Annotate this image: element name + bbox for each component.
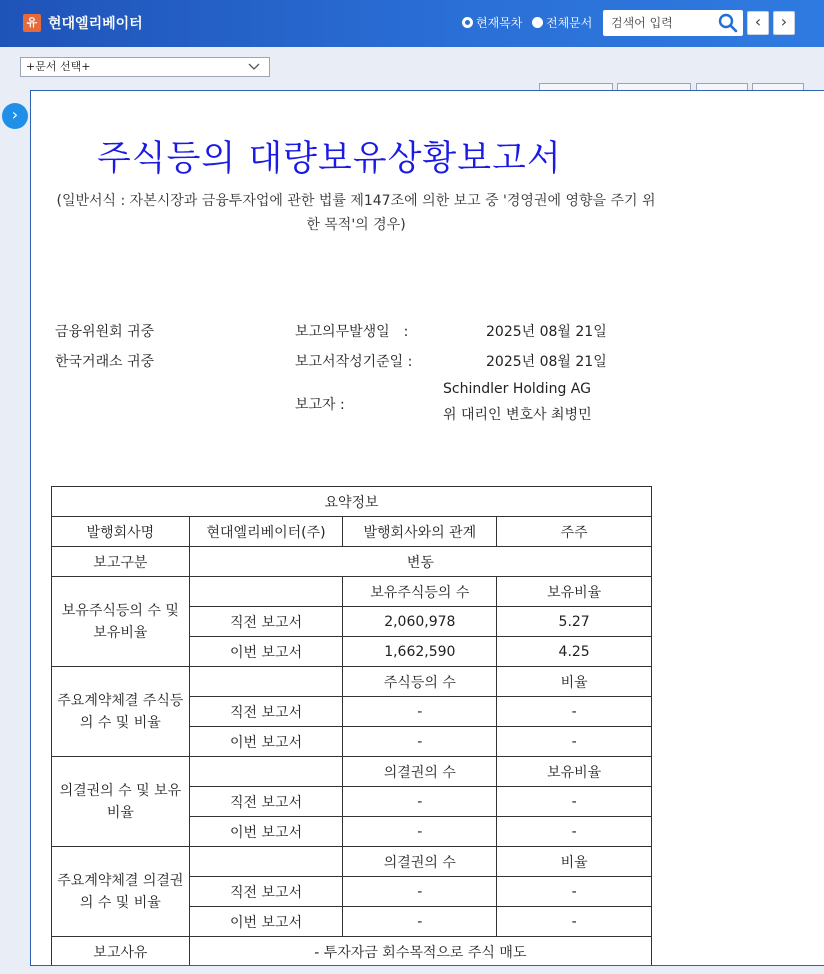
report-type-value: 변동 <box>189 547 651 577</box>
prev-report-label: 직전 보고서 <box>189 787 343 817</box>
table-row <box>52 847 652 877</box>
toc-current-label: 현재목차 <box>476 16 523 30</box>
table-row <box>52 487 652 517</box>
summary-heading: 요약정보 <box>52 487 652 517</box>
col-header: 비율 <box>497 847 652 877</box>
table-row <box>52 517 652 547</box>
issuer-label: 발행회사명 <box>52 517 190 547</box>
company-logo-icon: 유 <box>23 14 41 32</box>
company-name[interactable]: 현대엘리베이터 <box>48 16 143 32</box>
reporter-label: 보고자 : <box>295 397 345 413</box>
recipient-fsc: 금융위원회 귀중 <box>55 324 155 340</box>
section-head: 보유주식등의 수 및 보유비율 <box>52 577 190 667</box>
search-icon[interactable] <box>718 13 738 33</box>
search-box <box>603 10 743 36</box>
col-header: 의결권의 수 <box>343 757 497 787</box>
prev-report-label: 직전 보고서 <box>189 607 343 637</box>
col-header: 보유주식등의 수 <box>343 577 497 607</box>
obligation-date-value: 2025년 08월 21일 <box>486 324 607 340</box>
table-cell: - <box>343 727 497 757</box>
table-cell <box>189 577 343 607</box>
table-row <box>52 667 652 697</box>
table-cell: - <box>497 907 652 937</box>
table-row <box>52 577 652 607</box>
table-cell: - <box>497 697 652 727</box>
table-cell <box>189 757 343 787</box>
issuer-value: 현대엘리베이터(주) <box>189 517 343 547</box>
table-cell <box>189 847 343 877</box>
chevron-right-icon: › <box>11 105 19 124</box>
document-select-value: +문서 선택+ <box>26 60 91 73</box>
section-head: 주요계약체결 의결권의 수 및 비율 <box>52 847 190 937</box>
curr-report-label: 이번 보고서 <box>189 907 343 937</box>
table-cell: 1,662,590 <box>343 637 497 667</box>
table-cell: - <box>497 877 652 907</box>
table-cell: 5.27 <box>497 607 652 637</box>
radio-unselected-icon[interactable] <box>532 17 543 28</box>
document-title: 주식등의 대량보유상황보고서 <box>97 139 562 179</box>
chevron-down-icon <box>247 60 261 74</box>
table-cell: - <box>343 787 497 817</box>
radio-selected-icon[interactable] <box>462 17 473 28</box>
table-cell: - <box>343 817 497 847</box>
prev-report-label: 직전 보고서 <box>189 697 343 727</box>
table-cell: - <box>343 877 497 907</box>
reason-label: 보고사유 <box>52 937 190 967</box>
toc-all-label: 전체문서 <box>546 16 593 30</box>
bottom-strip <box>0 966 824 974</box>
document-viewer <box>30 90 824 966</box>
reporter-name: Schindler Holding AG <box>443 381 591 397</box>
table-cell: 4.25 <box>497 637 652 667</box>
table-cell: 2,060,978 <box>343 607 497 637</box>
prepared-date-value: 2025년 08월 21일 <box>486 354 607 370</box>
prepared-date-label: 보고서작성기준일 : <box>295 354 413 370</box>
curr-report-label: 이번 보고서 <box>189 637 343 667</box>
table-cell: - <box>343 697 497 727</box>
sidebar-toggle-button[interactable] <box>2 103 28 129</box>
summary-table <box>51 486 652 966</box>
table-cell: - <box>343 907 497 937</box>
search-input[interactable] <box>611 11 719 35</box>
report-type-label: 보고구분 <box>52 547 190 577</box>
reporter-agent: 위 대리인 변호사 최병민 <box>443 407 592 423</box>
curr-report-label: 이번 보고서 <box>189 727 343 757</box>
section-head: 의결권의 수 및 보유비율 <box>52 757 190 847</box>
section-head: 주요계약체결 주식등의 수 및 비율 <box>52 667 190 757</box>
table-row <box>52 547 652 577</box>
col-header: 의결권의 수 <box>343 847 497 877</box>
relation-value: 주주 <box>497 517 652 547</box>
prev-report-label: 직전 보고서 <box>189 877 343 907</box>
next-button[interactable]: › <box>773 11 795 35</box>
table-cell <box>189 667 343 697</box>
reason-value: - 투자자금 회수목적으로 주식 매도 <box>189 937 651 967</box>
col-header: 주식등의 수 <box>343 667 497 697</box>
table-cell: - <box>497 787 652 817</box>
document-subtitle: (일반서식 : 자본시장과 금융투자업에 관한 법률 제147조에 의한 보고 중 '경영권에 영향을 주기 위한 목적'의 경우) <box>56 193 656 233</box>
relation-label: 발행회사와의 관계 <box>343 517 497 547</box>
table-cell: - <box>497 727 652 757</box>
table-row <box>52 937 652 967</box>
curr-report-label: 이번 보고서 <box>189 817 343 847</box>
recipient-krx: 한국거래소 귀중 <box>55 354 155 370</box>
obligation-date-label: 보고의무발생일 : <box>295 324 409 340</box>
col-header: 보유비율 <box>497 577 652 607</box>
document-select[interactable] <box>20 57 270 77</box>
col-header: 비율 <box>497 667 652 697</box>
header-bar <box>0 0 824 47</box>
col-header: 보유비율 <box>497 757 652 787</box>
prev-button[interactable]: ‹ <box>747 11 769 35</box>
toc-all-radio[interactable] <box>532 14 592 31</box>
table-row <box>52 757 652 787</box>
table-cell: - <box>497 817 652 847</box>
toc-current-radio[interactable] <box>462 14 522 31</box>
